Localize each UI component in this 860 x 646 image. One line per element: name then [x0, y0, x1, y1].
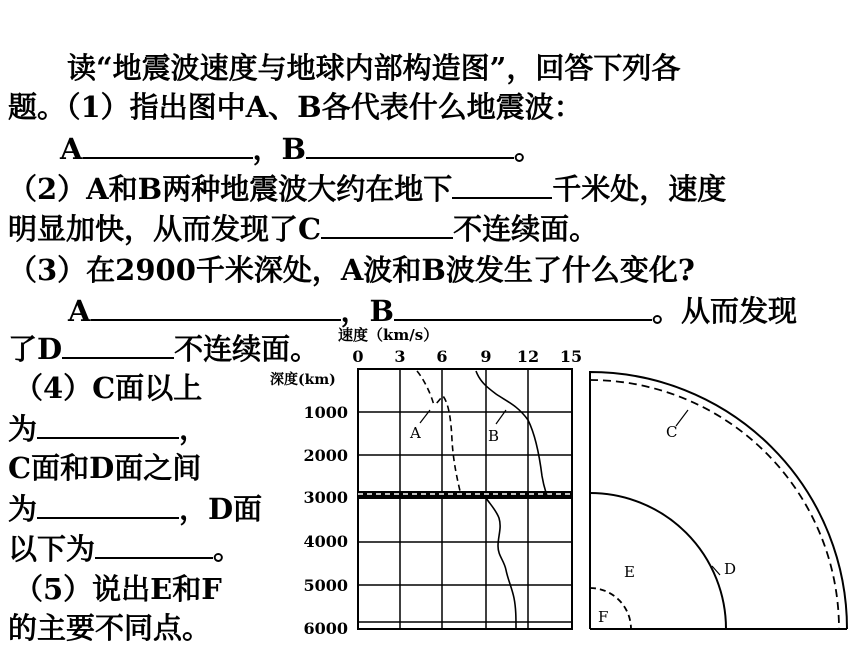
q1-end: 。	[514, 132, 544, 166]
speed-tick-6: 6	[436, 347, 448, 366]
question-intro: 读“地震波速度与地球内部构造图”，回答下列各	[67, 51, 681, 85]
q5-text-b: 的主要不同点。	[8, 611, 212, 645]
speed-tick-3: 3	[394, 347, 406, 366]
wave-a-curve	[417, 371, 460, 491]
speed-tick-9: 9	[480, 347, 492, 366]
q5-text-a: （5）说出E和F	[14, 572, 222, 606]
q3-text-f: 不连续面。	[174, 332, 320, 366]
depth-tick-labels	[303, 403, 348, 638]
layer-d-label: D	[724, 560, 737, 578]
q4-text-c: ，	[179, 412, 209, 446]
depth-axis-label: 深度(km)	[270, 372, 336, 388]
q2-text-d: 不连续面。	[453, 212, 599, 246]
q2-text-c: 明显加快，从而发现了C	[8, 212, 322, 246]
wave-b-core-curve	[486, 498, 516, 629]
depth-tick-3000: 3000	[303, 488, 348, 507]
speed-tick-labels	[352, 347, 582, 366]
q4-text-h: 。	[213, 532, 243, 566]
q2-text-b: 千米处，速度	[552, 172, 727, 206]
wave-b-label: B	[488, 427, 500, 445]
q1-b-label: ，B	[252, 132, 307, 166]
speed-axis-label: 速度（km/s）	[338, 326, 439, 344]
inner-core-boundary	[590, 588, 631, 629]
q4-text-f: ，D面	[179, 492, 263, 526]
core-boundary-d	[590, 493, 726, 629]
layer-e-label: E	[624, 563, 635, 581]
earth-cross-section	[590, 372, 847, 629]
speed-tick-0: 0	[352, 347, 364, 366]
q3-b-label: ，B	[340, 294, 395, 328]
crust-boundary-c	[590, 380, 839, 629]
q3-text-d: 。从而发现	[652, 294, 798, 328]
discontinuity-band	[358, 491, 572, 499]
q4-text-a: （4）C面以上	[14, 371, 203, 405]
q3-text-e: 了D	[8, 332, 63, 366]
q4-text-b: 为	[8, 412, 38, 446]
q2-text-a: （2）A和B两种地震波大约在地下	[8, 172, 453, 206]
q1-a-label: A	[60, 132, 83, 166]
speed-tick-15: 15	[559, 347, 583, 366]
q4-text-e: 为	[8, 492, 38, 526]
depth-tick-1000: 1000	[303, 403, 348, 422]
depth-tick-6000: 6000	[303, 619, 348, 638]
depth-tick-4000: 4000	[303, 532, 348, 551]
q4-text-g: 以下为	[8, 532, 96, 566]
q4-text-d: C面和D面之间	[8, 451, 202, 485]
layer-f-label: F	[598, 608, 609, 626]
question-1-text: 题。（1）指出图中A、B各代表什么地震波：	[8, 90, 583, 124]
q3-text: （3）在2900千米深处，A波和B波发生了什么变化?	[8, 253, 695, 287]
q3-a-label: A	[68, 294, 91, 328]
layer-c-label: C	[666, 423, 678, 441]
depth-tick-5000: 5000	[303, 576, 348, 595]
speed-tick-12: 12	[516, 347, 540, 366]
depth-tick-2000: 2000	[303, 446, 348, 465]
wave-a-label: A	[410, 424, 421, 442]
